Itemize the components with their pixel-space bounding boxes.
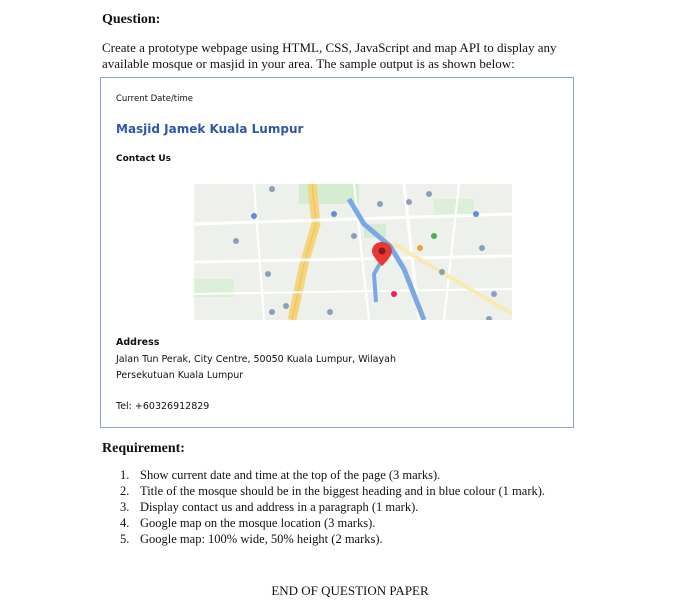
requirement-item [120,515,545,531]
requirement-list [120,467,545,547]
question-label: Question: [102,12,161,27]
requirement-text: Google map on the mosque location (3 marks). [140,516,376,530]
question-text [102,40,592,72]
requirement-number: 3. [120,500,130,514]
requirement-number: 4. [120,516,130,530]
requirement-text: Title of the mosque should be in the biggest heading and in blue colour (1 mark). [140,484,546,498]
sample-output-frame [100,77,574,428]
requirement-label: Requirement: [102,441,185,456]
requirement-number: 1. [120,468,130,482]
requirement-item [120,467,545,483]
contact-heading: Contact Us [116,154,172,164]
telephone: Tel: +60326912829 [116,401,210,412]
requirement-text: Google map: 100% wide, 50% height (2 marks). [140,532,383,546]
requirement-number: 2. [120,484,130,498]
question-line-2: available mosque or masjid in your area. The sample output is as shown below: [102,56,515,71]
requirement-item [120,499,545,515]
address-line-1: Jalan Tun Perak, City Centre, 50050 Kuala Lumpur, Wilayah [116,354,396,365]
requirement-item [120,531,545,547]
requirement-text: Show current date and time at the top of the page (3 marks). [140,468,441,482]
mosque-title: Masjid Jamek Kuala Lumpur [116,122,304,136]
question-line-1: Create a prototype webpage using HTML, CSS, JavaScript and map API to display any [102,40,557,55]
map-view[interactable] [194,184,512,320]
address-heading: Address [116,337,160,348]
requirement-number: 5. [120,532,130,546]
address-line-2: Persekutuan Kuala Lumpur [116,370,244,381]
map-graphic[interactable] [194,184,512,320]
current-date-label: Current Date/time [116,94,194,104]
end-of-paper: END OF QUESTION PAPER [271,583,429,598]
requirement-item [120,483,545,499]
requirement-text: Display contact us and address in a paragraph (1 mark). [140,500,419,514]
